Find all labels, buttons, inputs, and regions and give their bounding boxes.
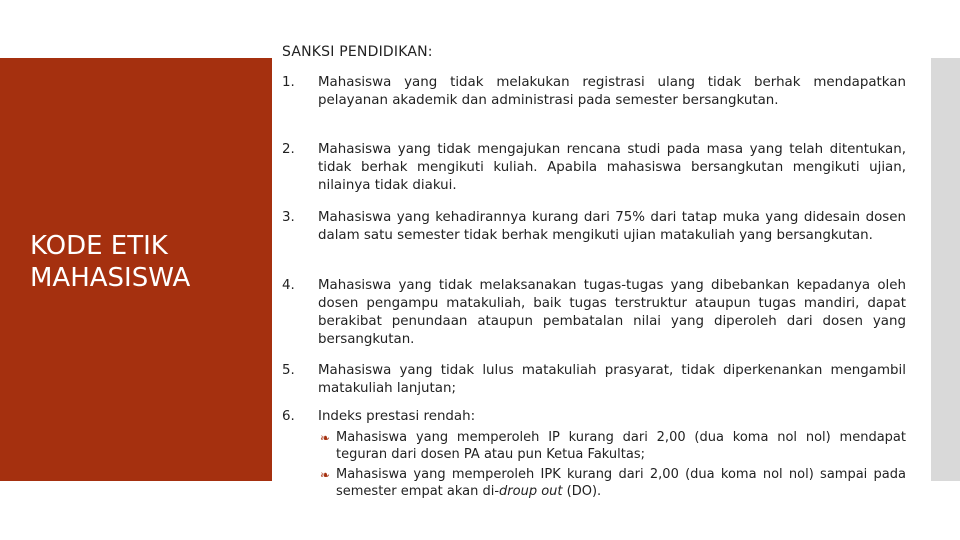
list-item-5 <box>282 362 906 398</box>
item-text: Mahasiswa yang tidak melakukan registrasi ulang tidak berhak mendapatkan pelayanan akademik dan administrasi pada semester bersangkutan. <box>318 75 906 108</box>
item-text: Mahasiswa yang tidak mengajukan rencana studi pada masa yang telah ditentukan, tidak berhak mengikuti kuliah. Apabila mahasiswa bersangkutan mengikuti ujian, nilainya tidak diakui. <box>318 142 906 193</box>
slide-title <box>30 230 190 294</box>
item-number: 1. <box>282 75 295 90</box>
item-number: 2. <box>282 142 295 157</box>
sub-item-text <box>336 466 906 500</box>
item-text: Mahasiswa yang tidak lulus matakuliah prasyarat, tidak diperkenankan mengambil matakuliah lanjutan; <box>318 363 906 396</box>
bullet-icon: ❧ <box>320 468 331 482</box>
sub-item-2 <box>320 466 906 500</box>
section-heading: SANKSI PENDIDIKAN: <box>282 44 433 60</box>
sub-item-1 <box>320 429 906 463</box>
list-item-1 <box>282 74 906 110</box>
item-text: Mahasiswa yang kehadirannya kurang dari 75% dari tatap muka yang didesain dosen dalam satu semester tidak berhak mengikuti ujian matakuliah yang bersangkutan. <box>318 210 906 243</box>
item-text: Mahasiswa yang tidak melaksanakan tugas-tugas yang dibebankan kepadanya oleh dosen pengampu matakuliah, baik tugas terstruktur ataupun tugas mandiri, dapat berakibat penundaan ataupun pembatalan nilai yang diperoleh dari dosen yang bersangkutan. <box>318 278 906 347</box>
sub-item-text-before: Mahasiswa yang memperoleh IPK kurang dari 2,00 (dua koma nol nol) sampai pada semester empat akan di- <box>336 467 906 499</box>
slide-title-line1: KODE ETIK <box>30 231 168 261</box>
list-item-4 <box>282 277 906 349</box>
right-scroll-bar <box>931 58 960 481</box>
bullet-icon: ❧ <box>320 431 331 445</box>
item-number: 5. <box>282 363 295 378</box>
slide-title-line2: MAHASISWA <box>30 263 191 293</box>
sub-item-text: Mahasiswa yang memperoleh IP kurang dari 2,00 (dua koma nol nol) mendapat teguran dari dosen PA atau pun Ketua Fakultas; <box>336 430 906 462</box>
list-item-6 <box>282 408 906 426</box>
sub-item-text-after: (DO). <box>562 484 602 499</box>
item-number: 6. <box>282 409 295 424</box>
sub-item-text-italic: droup out <box>499 484 563 499</box>
list-item-2 <box>282 141 906 195</box>
item-number: 3. <box>282 210 295 225</box>
item-text: Indeks prestasi rendah: <box>318 409 476 424</box>
item-number: 4. <box>282 278 295 293</box>
list-item-3 <box>282 209 906 245</box>
